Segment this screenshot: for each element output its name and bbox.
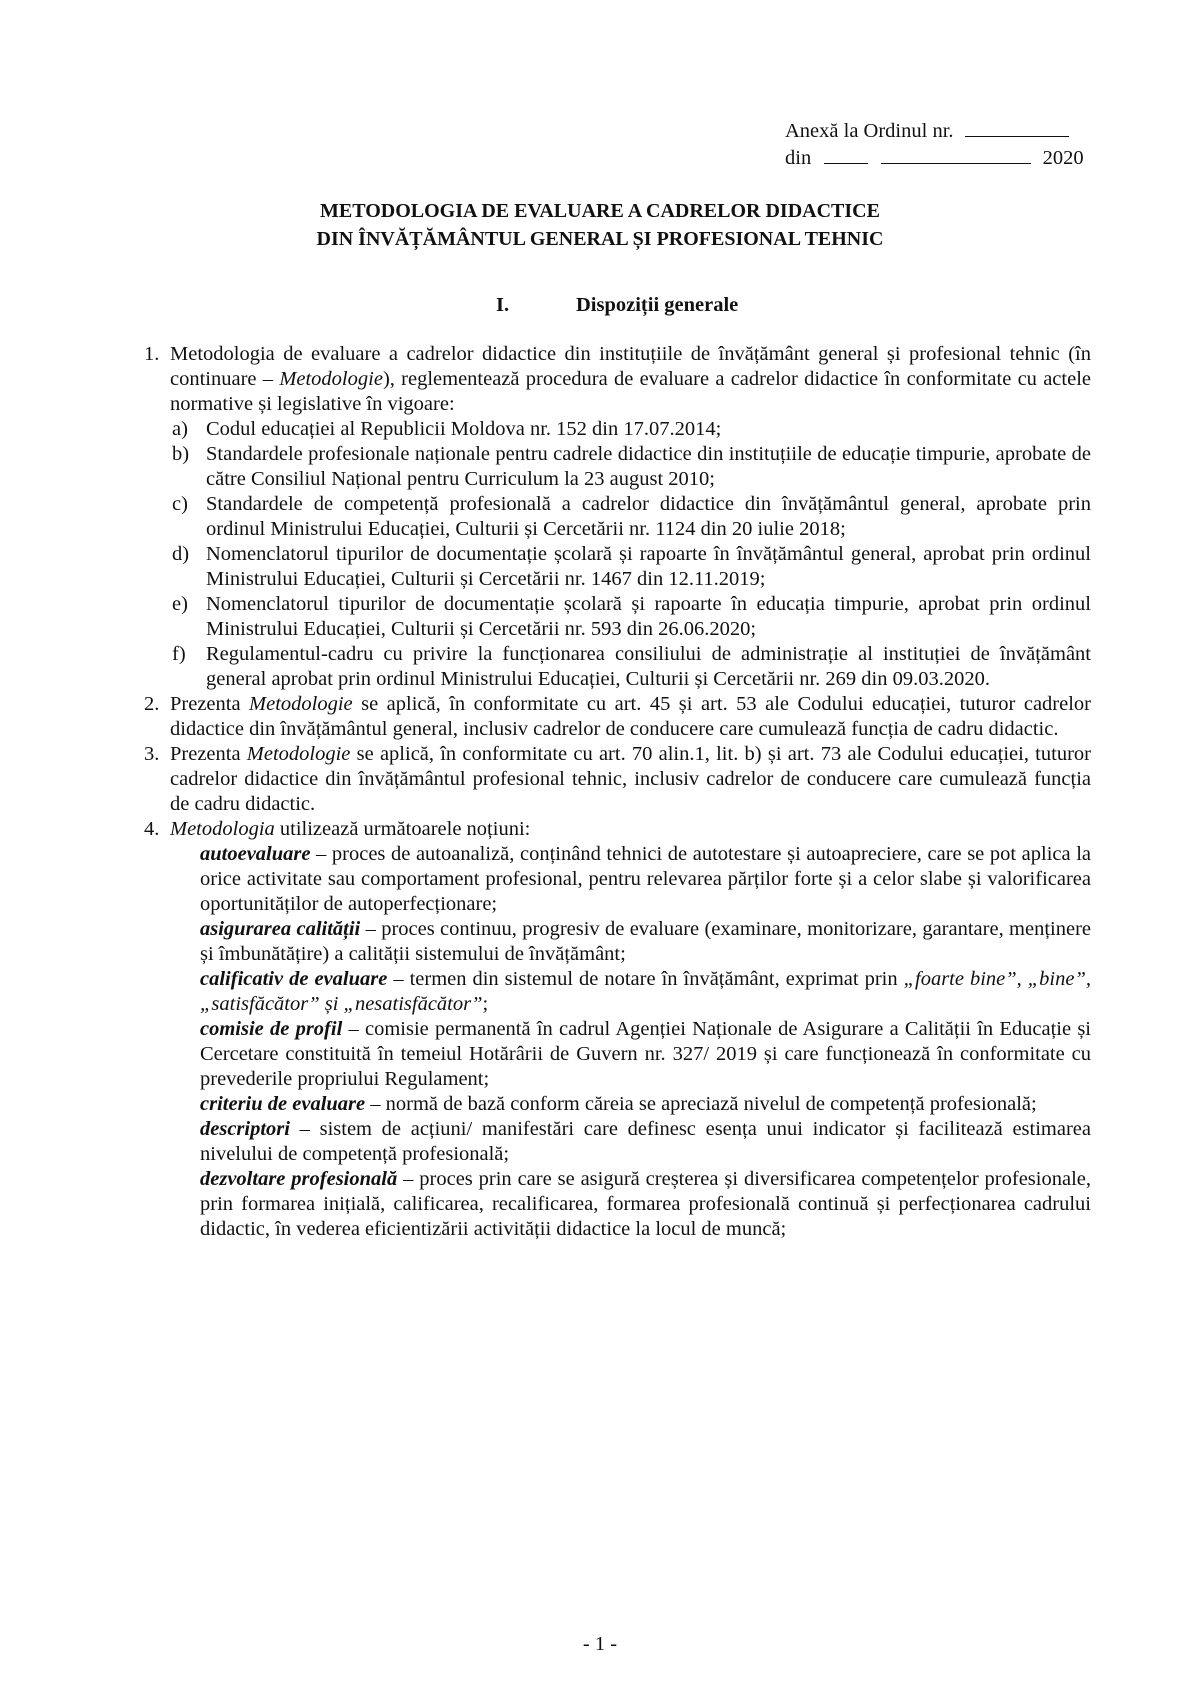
subitem-letter: d) <box>172 543 190 565</box>
subitem-d <box>144 542 1091 592</box>
page-number: - 1 - <box>582 1633 618 1655</box>
subitem-text: Standardele de competență profesională a cadrelor didactice din învățământul general, aprobate prin ordinul Ministrului Educației, Culturii și Cercetării nr. 1124 din 20 iulie 2018; <box>206 493 1091 540</box>
subitem-letter: e) <box>172 593 188 615</box>
paragraph-text: Prezenta <box>170 693 250 715</box>
subitem-text: Regulamentul-cadru cu privire la funcționarea consiliului de administrație al instituției de învățământ general aprobat prin ordinul Ministrului Educației, Culturii și Cercetării nr. 269 din 09.03.2020. <box>206 643 1091 690</box>
paragraph-number: 1. <box>144 343 160 365</box>
definition-term: criteriu de evaluare <box>200 1093 366 1115</box>
paragraph-text: Prezenta <box>170 743 247 765</box>
definition-text: – proces de autoanaliză, conținând tehnici de autotestare și autoapreciere, care se pot aplica la orice activitate sau comportament profesional, pentru relevarea părților forte și a celor slabe și valorificarea oportunităților de autoperfecționare; <box>200 843 1091 915</box>
definition-text: – comisie permanentă în cadrul Agenției Naționale de Asigurare a Calității în Educație și Cercetare constituită în temeiul Hotărârii de Guvern nr. 327/ 2019 și care funcționează în conformitate cu prevederile propriului Regulament; <box>200 1018 1091 1090</box>
month-blank <box>881 145 1031 164</box>
definition-term: calificativ de evaluare <box>200 968 388 990</box>
definition-autoevaluare <box>144 842 1091 917</box>
section-number: I. <box>496 294 510 316</box>
definition-tail: ; <box>482 993 489 1015</box>
paragraph-number: 3. <box>144 743 160 765</box>
subitem-text: Codul educației al Republicii Moldova nr. 152 din 17.07.2014; <box>206 418 722 440</box>
subitem-a <box>144 417 1091 442</box>
definition-term: autoevaluare <box>200 843 311 865</box>
emphasis: Metodologie <box>249 693 353 715</box>
definition-calificativ-de-evaluare <box>144 967 1091 1017</box>
paragraph-text: se aplică, în conformitate cu art. 70 alin.1, lit. b) și art. 73 ale Codului educației, tuturor cadrelor didactice din învățământul profesional tehnic, inclusiv cadrelor de conducere care cumulează funcția de cadru didactic. <box>170 743 1091 815</box>
annex-order-line <box>785 118 1095 145</box>
subitem-letter: b) <box>172 443 190 465</box>
subitem-e <box>144 592 1091 642</box>
definition-term: descriptori <box>200 1118 290 1140</box>
paragraph-text: se aplică, în conformitate cu art. 45 și art. 53 ale Codului educației, tuturor cadrelor didactice din învățământul general, inclusiv cadrelor de conducere care cumulează funcția de cadru didactic. <box>170 693 1091 740</box>
subitem-text: Nomenclatorul tipurilor de documentație școlară și rapoarte în învățământul general, aprobat prin ordinul Ministrului Educației, Culturii și Cercetării nr. 1467 din 12.11.2019; <box>206 543 1091 590</box>
definition-descriptori <box>144 1117 1091 1167</box>
paragraph-number: 4. <box>144 818 160 840</box>
paragraph-2 <box>144 692 1091 742</box>
subitem-c <box>144 492 1091 542</box>
emphasis: Metodologie <box>279 368 383 390</box>
paragraph-text: ), reglementează procedura de evaluare a cadrelor didactice în conformitate cu actele normative și legislative în vigoare: <box>170 368 1091 415</box>
definition-term: comisie de profil <box>200 1018 343 1040</box>
definition-term: dezvoltare profesională <box>200 1168 398 1190</box>
subitem-letter: f) <box>172 643 186 665</box>
paragraph-number: 2. <box>144 693 160 715</box>
order-number-blank <box>965 118 1069 137</box>
annex-order-label: Anexă la Ordinul nr. <box>785 120 954 142</box>
emphasis: Metodologia <box>170 818 275 840</box>
annex-year: 2020 <box>1042 147 1084 169</box>
paragraph-text: Metodologia de evaluare a cadrelor didactice din instituțiile de învățământ general și profesional tehnic (în continuare – <box>170 343 1091 390</box>
definition-text: – sistem de acțiuni/ manifestări care definesc esența unui indicator și facilitează estimarea nivelului de competență profesională; <box>200 1118 1091 1165</box>
annex-date-label: din <box>785 147 812 169</box>
definition-dezvoltare-profesionala <box>144 1167 1091 1242</box>
definition-criteriu-de-evaluare <box>144 1092 1091 1117</box>
annex-header <box>785 118 1095 172</box>
definition-text: – termen din sistemul de notare în învățământ, exprimat prin <box>387 968 904 990</box>
document-body <box>144 342 1091 1242</box>
title-line-2: DIN ÎNVĂȚĂMÂNTUL GENERAL ȘI PROFESIONAL TEHNIC <box>316 228 884 250</box>
definition-comisie-de-profil <box>144 1017 1091 1092</box>
section-title: Dispoziții generale <box>576 294 739 316</box>
paragraph-text: utilizează următoarele noțiuni: <box>274 818 531 840</box>
title-line-1: METODOLOGIA DE EVALUARE A CADRELOR DIDACTICE <box>320 200 880 222</box>
subitem-text: Standardele profesionale naționale pentru cadrele didactice din instituțiile de educație timpurie, aprobate de către Consiliul Național pentru Curriculum la 23 august 2010; <box>206 443 1091 490</box>
document-title <box>60 197 1140 253</box>
subitem-letter: c) <box>172 493 188 515</box>
emphasis: Metodologie <box>246 743 351 765</box>
day-blank <box>824 145 868 164</box>
paragraph-1 <box>144 342 1091 417</box>
annex-date-line <box>785 145 1095 172</box>
definition-quote: „foarte bine”, „bine”, „satisfăcător” și „nesatisfăcător” <box>200 968 1091 1015</box>
definition-term: asigurarea calității <box>200 918 361 940</box>
definition-text: – normă de bază conform căreia se apreciază nivelul de competență profesională; <box>365 1093 1037 1115</box>
subitem-b <box>144 442 1091 492</box>
paragraph-3 <box>144 742 1091 817</box>
definition-text: – proces prin care se asigură creșterea și diversificarea competențelor profesionale, prin formarea inițială, calificarea, recalificarea, formarea profesională continuă și perfecționarea cadrului didactic, în vederea eficientizării activității didactice la locul de muncă; <box>200 1168 1091 1240</box>
definition-text: – proces continuu, progresiv de evaluare (examinare, monitorizare, garantare, menținere și îmbunătățire) a calității sistemului de învățământ; <box>200 918 1091 965</box>
subitem-letter: a) <box>172 418 188 440</box>
subitem-text: Nomenclatorul tipurilor de documentație școlară și rapoarte în educația timpurie, aprobat prin ordinul Ministrului Educației, Culturii și Cercetării nr. 593 din 26.06.2020; <box>206 593 1091 640</box>
paragraph-4 <box>144 817 1091 842</box>
subitem-f <box>144 642 1091 692</box>
definition-asigurarea-calitatii <box>144 917 1091 967</box>
